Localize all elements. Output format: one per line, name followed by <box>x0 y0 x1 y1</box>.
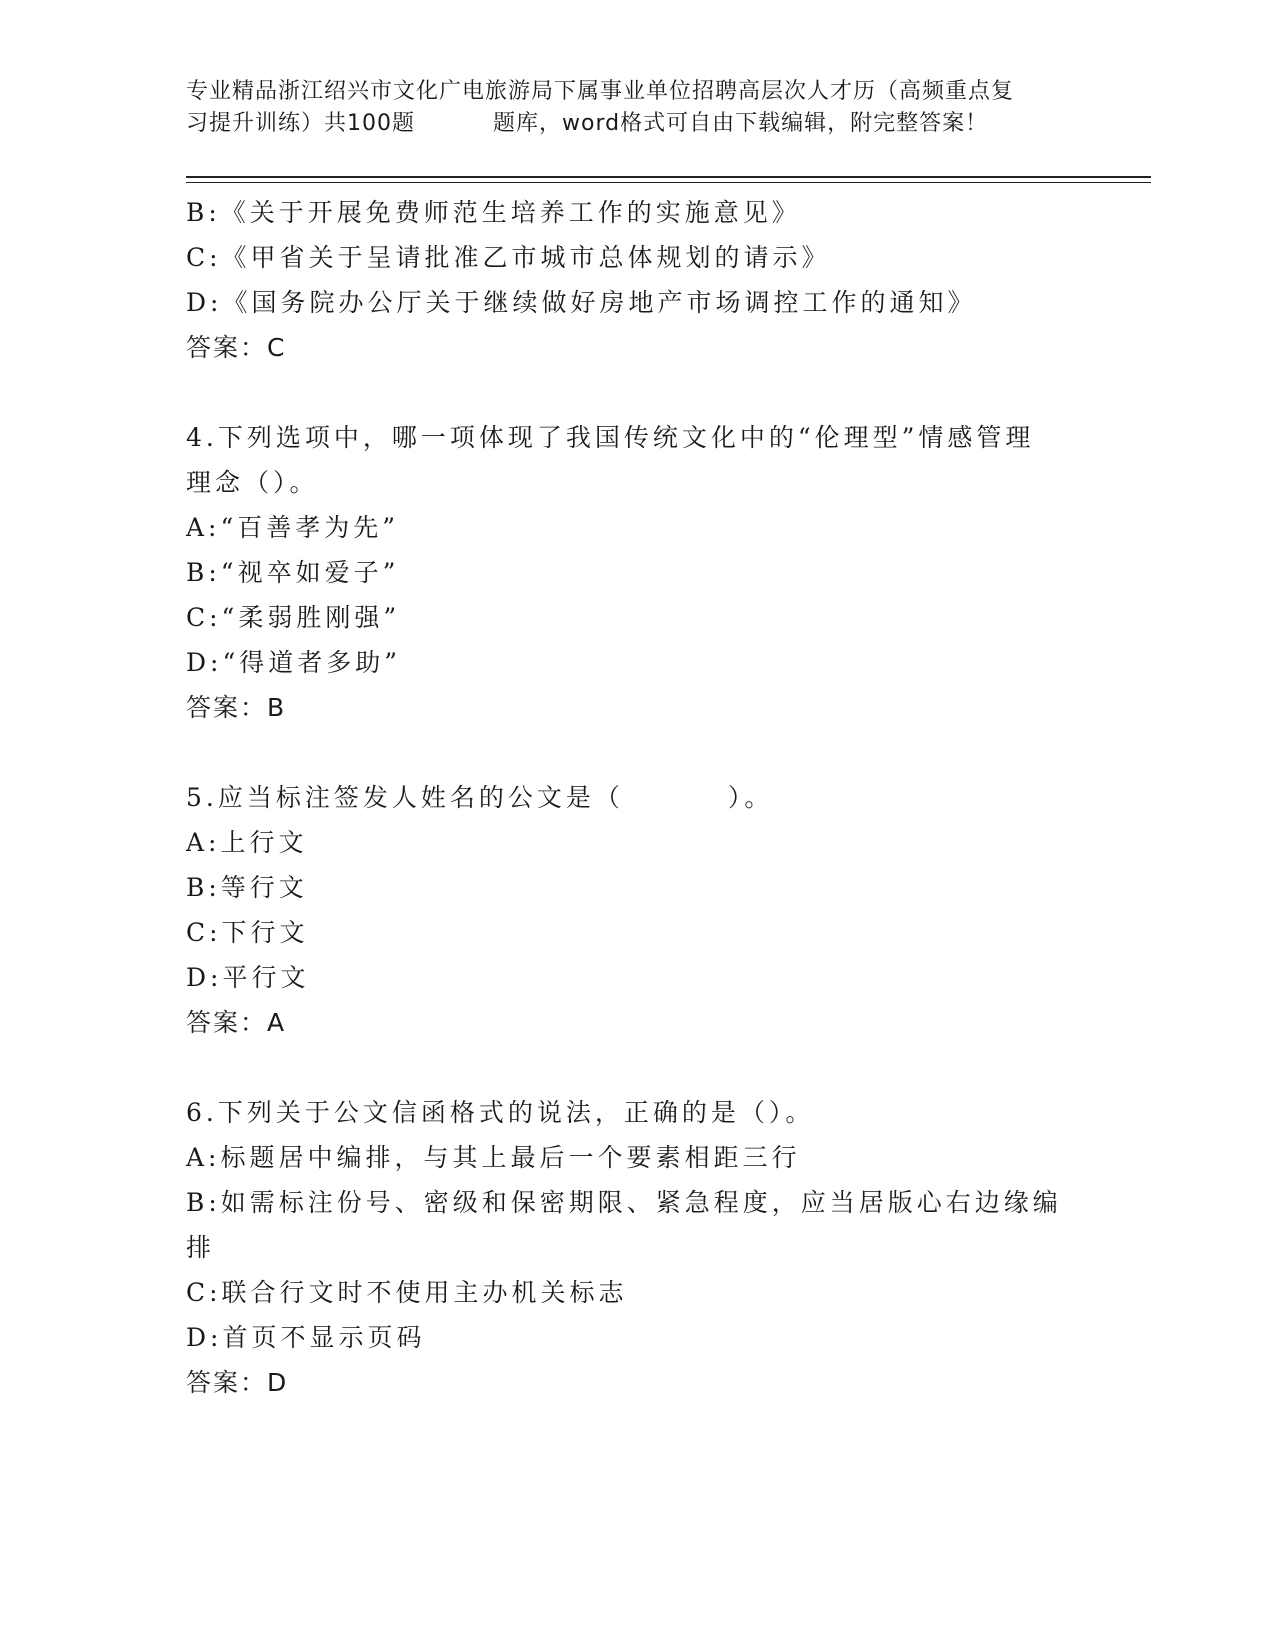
q5-option-c: C:下行文 <box>186 918 309 947</box>
header-line-2 <box>186 108 1086 140</box>
q3-option-b: B:《关于开展免费师范生培养工作的实施意见》 <box>186 198 801 227</box>
question-list <box>186 190 1086 1405</box>
q4-stem-line-2: 理念（）。 <box>186 468 319 497</box>
q5-option-b: B:等行文 <box>186 873 308 902</box>
question-3 <box>186 190 1086 370</box>
q3-option-c: C:《甲省关于呈请批准乙市城市总体规划的请示》 <box>186 243 831 272</box>
header-line-2-end: 题库，word格式可自由下载编辑，附完整答案！ <box>493 111 989 136</box>
q5-stem <box>186 775 1086 820</box>
q4-option-b: B:“视卒如爱子” <box>186 558 400 587</box>
q6-option-b-line-2: 排 <box>186 1233 216 1262</box>
q6-option-c: C:联合行文时不使用主办机关标志 <box>186 1278 628 1307</box>
q5-option-d: D:平行文 <box>186 963 310 992</box>
header-divider-thick <box>186 176 1151 178</box>
question-4 <box>186 415 1086 730</box>
q5-stem-end: ）。 <box>727 783 774 812</box>
q5-stem-start: 5.应当标注签发人姓名的公文是（ <box>186 783 624 812</box>
q5-option-a: A:上行文 <box>186 828 308 857</box>
q6-option-d: D:首页不显示页码 <box>186 1323 426 1352</box>
q4-option-c: C:“柔弱胜刚强” <box>186 603 401 632</box>
header-line-1: 专业精品浙江绍兴市文化广电旅游局下属事业单位招聘高层次人才历（高频重点复 <box>186 79 1015 104</box>
q4-option-d: D:“得道者多助” <box>186 648 402 677</box>
q4-option-a: A:“百善孝为先” <box>186 513 400 542</box>
q4-stem-line-1: 4.下列选项中，哪一项体现了我国传统文化中的“伦理型”情感管理 <box>186 423 1035 452</box>
q3-answer: 答案：C <box>186 333 287 362</box>
q6-stem: 6.下列关于公文信函格式的说法，正确的是（）。 <box>186 1098 815 1127</box>
q5-answer: 答案：A <box>186 1008 287 1037</box>
q4-answer: 答案：B <box>186 693 287 722</box>
question-6 <box>186 1090 1086 1405</box>
document-header <box>186 76 1086 140</box>
q6-answer: 答案：D <box>186 1368 289 1397</box>
q6-option-a: A:标题居中编排，与其上最后一个要素相距三行 <box>186 1143 801 1172</box>
question-5 <box>186 775 1086 1045</box>
header-line-2-start: 习提升训练）共100题 <box>186 111 415 136</box>
q6-option-b-line-1: B:如需标注份号、密级和保密期限、紧急程度，应当居版心右边缘编 <box>186 1188 1062 1217</box>
q3-option-d: D:《国务院办公厅关于继续做好房地产市场调控工作的通知》 <box>186 288 977 317</box>
header-divider-thin <box>186 182 1151 183</box>
